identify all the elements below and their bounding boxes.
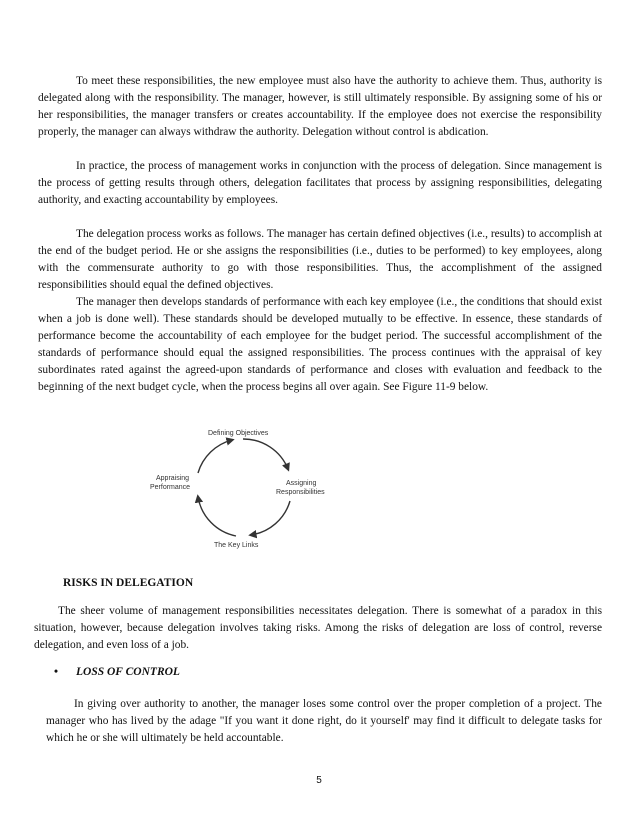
label-key-links: The Key Links	[214, 542, 259, 549]
page-number: 5	[316, 775, 322, 786]
label-responsibilities: Responsibilities	[276, 489, 325, 496]
paragraph-management-process: In practice, the process of management works in conjunction with the process of delegation. Since management is the process of getting results through others, delegation facilitates that process by assigning responsibilities, delegating authority, and exacting accountability by employees.	[38, 160, 602, 206]
paragraph-risks: The sheer volume of management responsibilities necessitates delegation. There is somewhat of a paradox in this situation, however, because delegation involves taking risks. Among the risks of delegation are loss of control, reverse delegation, and even loss of a job.	[34, 605, 602, 651]
label-defining-objectives: Defining Objectives	[208, 430, 269, 437]
cycle-arc-top-right	[243, 439, 288, 469]
paragraph-standards-performance: The manager then develops standards of performance with each key employee (i.e., the conditions that should exist when a job is done well). These standards should be developed mutually to be effective. In essence, these standards of performance become the accountability of each employee for the budget period. The successful accomplishment of the standards of performance should equal the assigned responsibilities. The process continues with the appraisal of key subordinates rated against the agreed-upon standards of performance and closes with evaluation and feedback to the beginning of the next budget cycle, when the process begins all over again. See Figure 11-9 below.	[38, 296, 602, 393]
delegation-cycle-diagram	[148, 427, 348, 555]
paragraph-authority: To meet these responsibilities, the new employee must also have the authority to achieve them. Thus, authority is delegated along with the responsibility. The manager, however, is still ultimately responsible. By assigning some of his or her responsibilities, the manager transfers or creates accountability. If the employee does not exercise the responsibility properly, the manager can always withdraw the authority. Delegation without control is abdication.	[38, 75, 602, 138]
heading-risks-in-delegation: RISKS IN DELEGATION	[63, 577, 194, 589]
cycle-arc-bottom-left	[198, 497, 236, 536]
label-appraising: Appraising	[156, 475, 190, 482]
cycle-arc-left-top	[198, 440, 232, 473]
label-assigning: Assigning	[286, 480, 317, 487]
label-performance: Performance	[150, 484, 191, 491]
bullet-loss-of-control: • LOSS OF CONTROL	[54, 666, 180, 678]
bullet-marker: •	[54, 666, 59, 678]
cycle-arc-right-bottom	[251, 501, 290, 535]
paragraph-delegation-process: The delegation process works as follows. The manager has certain defined objectives (i.e., results) to accomplish at the end of the budget period. He or she assigns the responsibilities (i.e., duties to be performed) to key employees, along with the commensurate authority to go with those responsibilities. Thus, the accomplishment of the assigned responsibilities should equal the defined objectives.	[38, 228, 602, 291]
paragraph-loss-of-control: In giving over authority to another, the manager loses some control over the proper completion of a project. The manager who has lived by the adage "If you want it done right, do it yourself' may find it difficult to delegate tasks for which he or she will ultimately be held accountable.	[46, 698, 602, 744]
